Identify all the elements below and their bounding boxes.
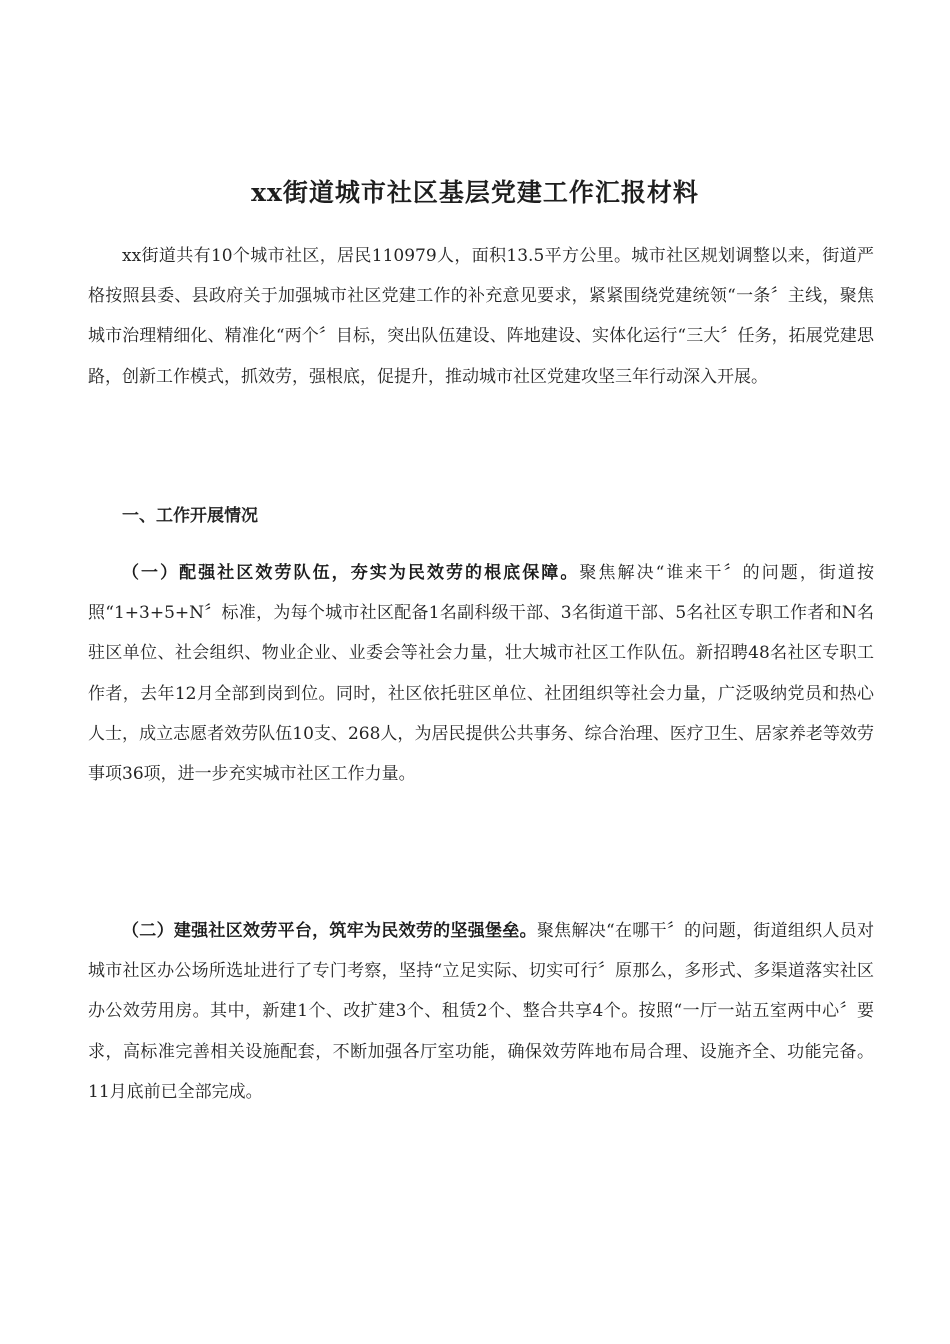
section-2-paragraph bbox=[88, 911, 874, 1112]
section-2-lead: （二）建强社区效劳平台，筑牢为民效劳的坚强堡垒。 bbox=[122, 921, 537, 941]
section-1-paragraph bbox=[88, 553, 874, 794]
section-2-text: 聚焦解决“在哪干〞的问题，街道组织人员对城市社区办公场所选址进行了专门考察，坚持“立足实际、切实可行〞原那么，多形式、多渠道落实社区办公效劳用房。其中，新建1个、改扩建3个、租赁2个、整合共享4个。按照“一厅一站五室两中心〞要求，高标准完善相关设施配套，不断加强各厅室功能，确保效劳阵地布局合理、设施齐全、功能完备。11月底前已全部完成。 bbox=[88, 921, 874, 1102]
document-title: xx街道城市社区基层党建工作汇报材料 bbox=[251, 177, 699, 207]
section-1-text: 聚焦解决“谁来干〞的问题，街道按照“1+3+5+N〞标准，为每个城市社区配备1名副科级干部、3名街道干部、5名社区专职工作者和N名驻区单位、社会组织、物业企业、业委会等社会力量，壮大城市社区工作队伍。新招聘48名社区专职工作者，去年12月全部到岗到位。同时，社区依托驻区单位、社团组织等社会力量，广泛吸纳党员和热心人士，成立志愿者效劳队伍10支、268人，为居民提供公共事务、综合治理、医疗卫生、居家养老等效劳事项36项，进一步充实城市社区工作力量。 bbox=[88, 563, 874, 785]
section-heading: 一、工作开展情况 bbox=[122, 506, 258, 526]
section-1-lead: （一）配强社区效劳队伍，夯实为民效劳的根底保障。 bbox=[122, 563, 580, 583]
intro-paragraph: xx街道共有10个城市社区，居民110979人，面积13.5平方公里。城市社区规划调整以来，街道严格按照县委、县政府关于加强城市社区党建工作的补充意见要求，紧紧围绕党建统领“一条〞主线，聚焦城市治理精细化、精准化“两个〞目标，突出队伍建设、阵地建设、实体化运行“三大〞任务，拓展党建思路，创新工作模式，抓效劳，强根底，促提升，推动城市社区党建攻坚三年行动深入开展。 bbox=[88, 246, 874, 387]
